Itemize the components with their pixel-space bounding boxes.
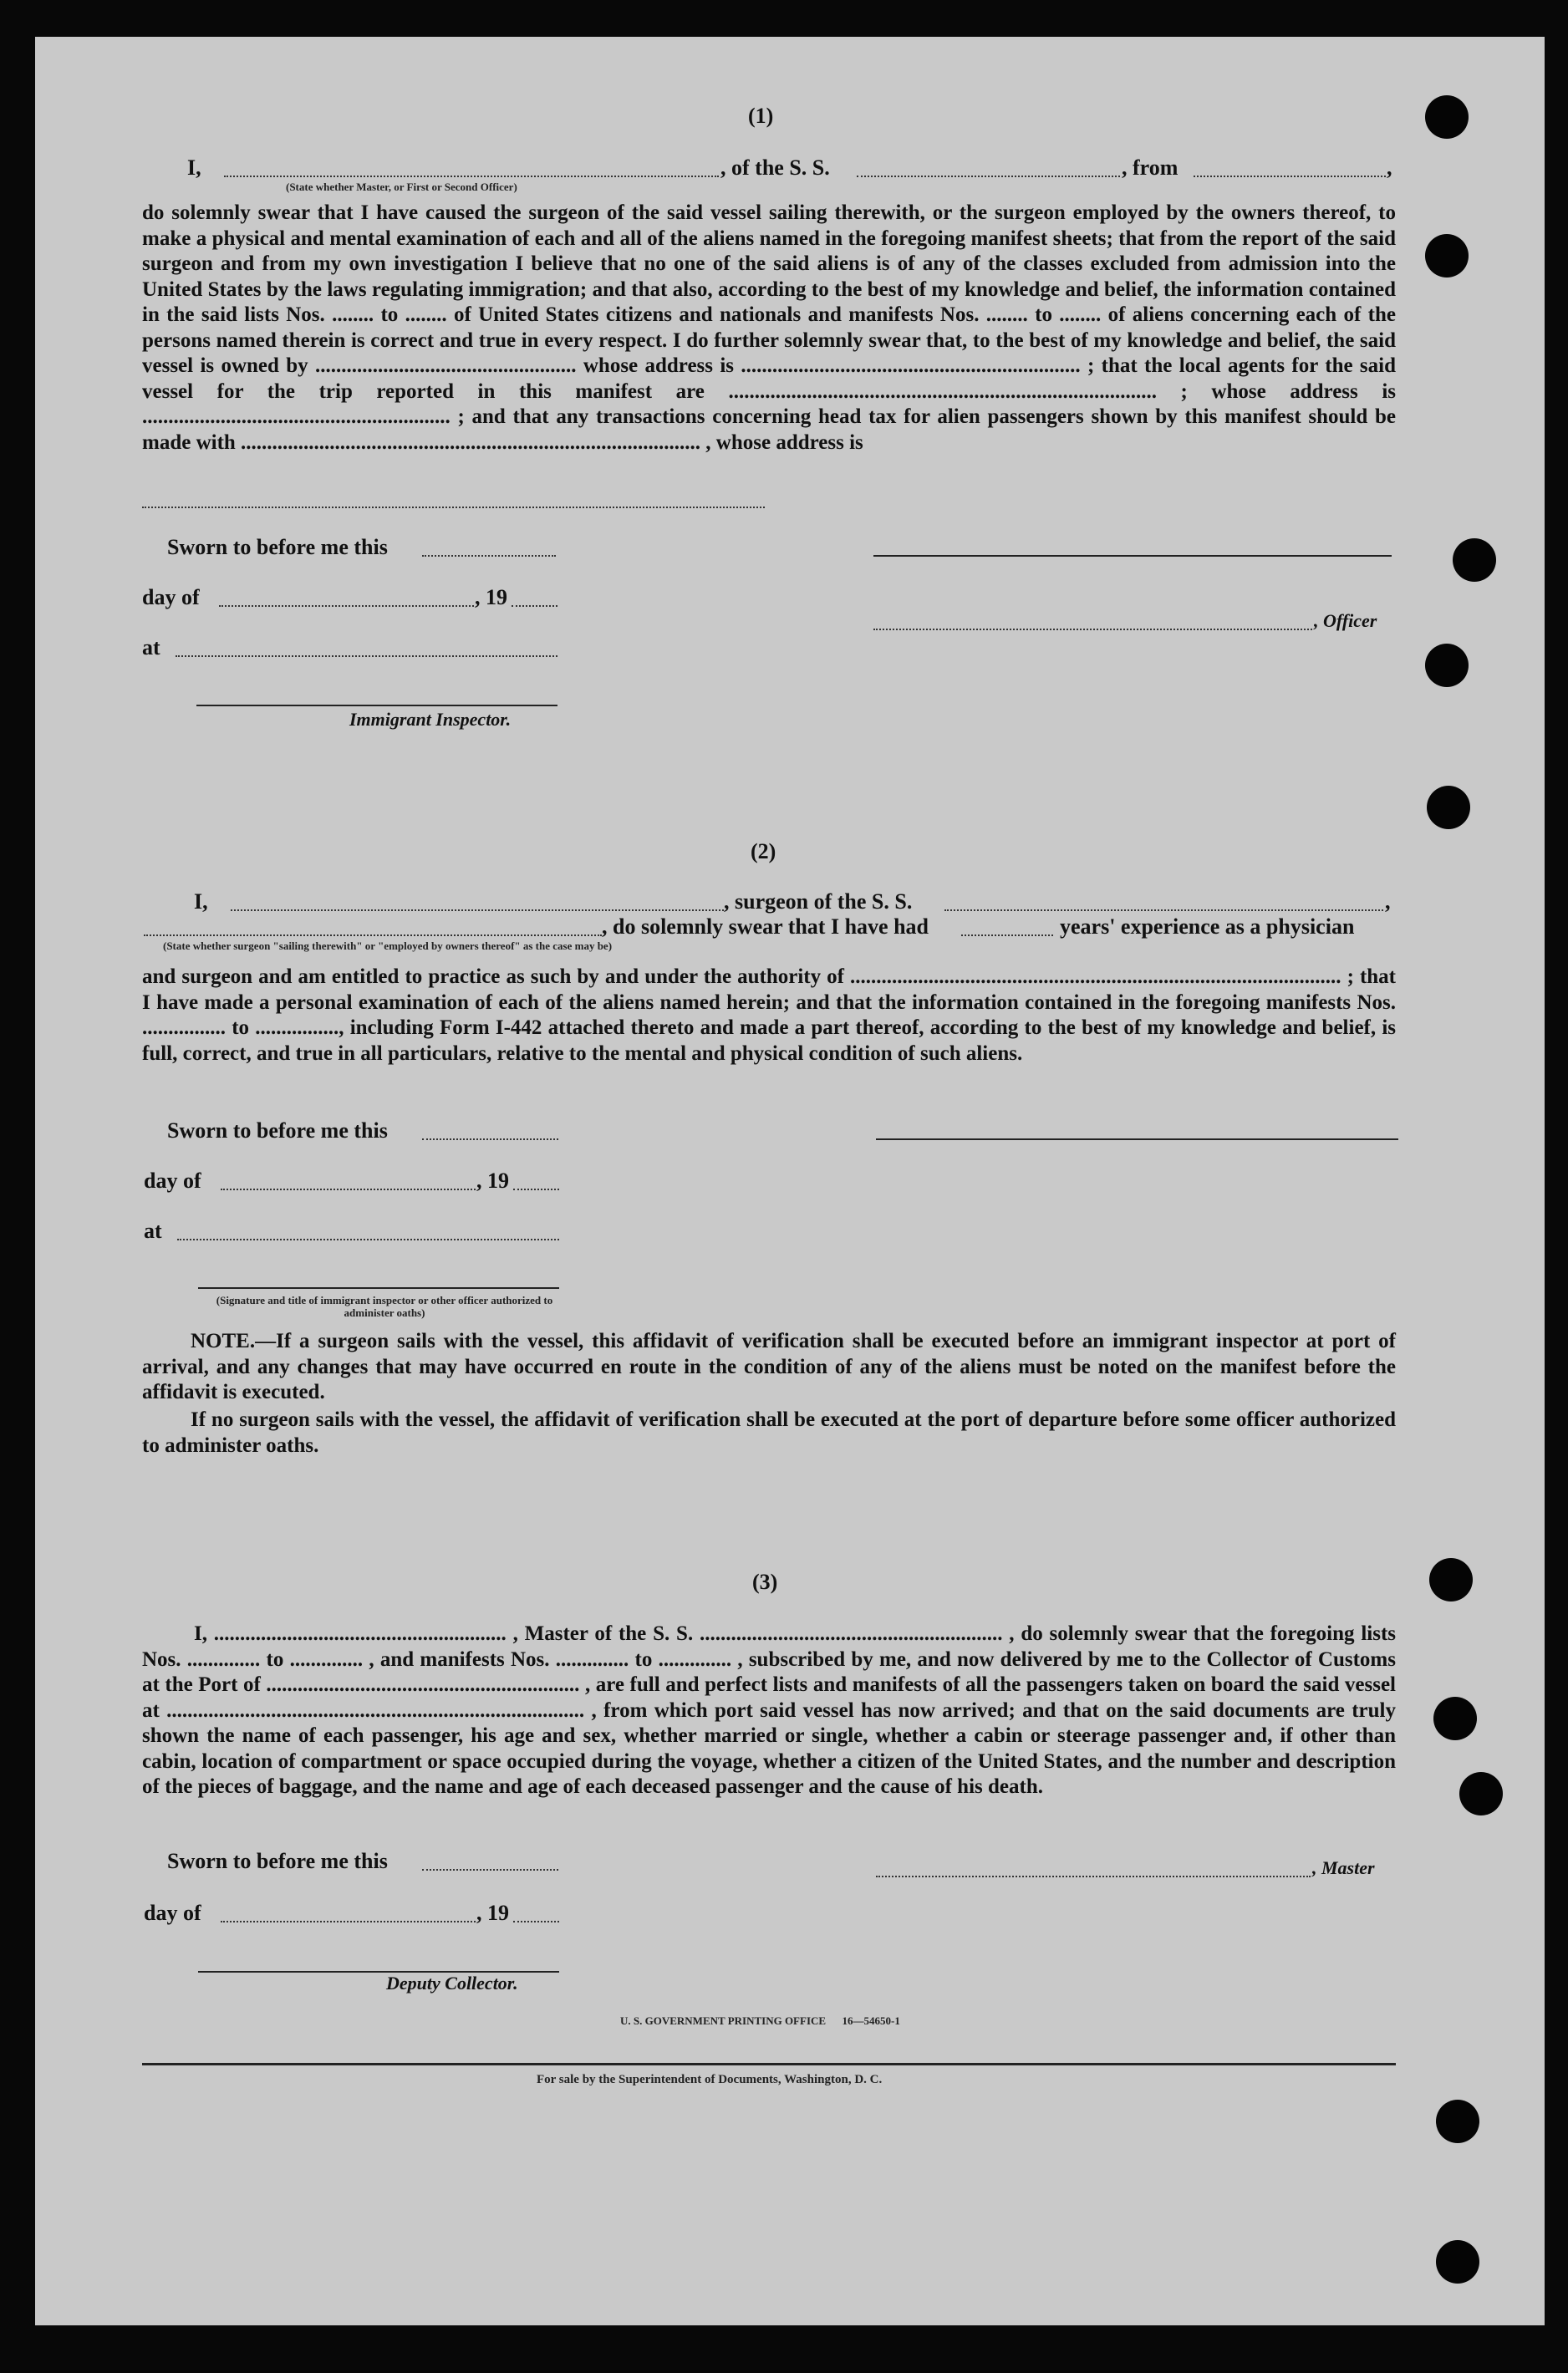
years-experience-field[interactable] (961, 934, 1053, 936)
officer-name-field[interactable] (873, 629, 1312, 630)
binder-hole (1429, 1558, 1473, 1602)
years-label: years' experience as a physician (1060, 914, 1355, 939)
collector-title: Deputy Collector. (386, 1973, 518, 1994)
ship-name-field[interactable] (944, 909, 1383, 911)
surgeon-signature-line[interactable] (876, 1138, 1398, 1140)
binder-hole (1425, 234, 1469, 278)
surgeon-of-label: , surgeon of the S. S. (724, 889, 913, 914)
official-signature-line[interactable] (198, 1287, 559, 1289)
note-label: NOTE. (191, 1330, 256, 1352)
binder-hole (1459, 1772, 1503, 1815)
of-ss-label: , of the S. S. (720, 155, 830, 180)
surgeon-status-field[interactable] (144, 934, 602, 936)
year-label: , 19 (475, 585, 507, 609)
oath-body: and surgeon and am entitled to practice as such by and under the authority of .............................................................................................. ; that I have made a personal examination of each of the aliens named herein; and that the information contained in the foregoing manifests Nos. ................ to ................, including Form I-442 attached thereto and made a part thereof, according to the best of my knowledge and belief, is full, correct, and true in all particulars, relative to the mental and physical condition of such aliens. (142, 965, 1396, 1065)
from-port-field[interactable] (1194, 176, 1386, 177)
at-label: at (142, 635, 160, 659)
binder-hole (1436, 2240, 1479, 2284)
address-continuation-field[interactable] (142, 507, 765, 508)
year-field[interactable] (513, 1189, 559, 1190)
binder-hole (1436, 2100, 1479, 2143)
year-label: , 19 (476, 1169, 509, 1193)
oath-lead: I, (194, 889, 208, 914)
month-field[interactable] (221, 1189, 476, 1190)
sale-notice: For sale by the Superintendent of Documents, Washington, D. C. (537, 2073, 883, 2086)
note-paragraph (142, 1329, 1396, 1406)
year-field[interactable] (512, 605, 557, 607)
signature-caption: (Signature and title of immigrant inspector or other officer authorized to administer oaths) (216, 1294, 553, 1319)
master-signature-field[interactable] (876, 1876, 1311, 1877)
year-label: , 19 (476, 1901, 509, 1925)
month-field[interactable] (221, 1921, 476, 1922)
footer-rule (142, 2063, 1396, 2065)
binder-hole (1425, 95, 1469, 139)
binder-hole (1427, 786, 1470, 829)
note-text: —If a surgeon sails with the vessel, this affidavit of verification shall be executed before an immigrant inspector at port of arrival, and any changes that may have occurred en route in the condition of any of the aliens must be noted on the manifest before the affidavit is executed. (142, 1330, 1396, 1403)
oath-body: I, ........................................................ , Master of the S. S. .......................................................... , do solemnly swear that the foregoing lists Nos. .............. to .............. , and manifests Nos. .............. to .............. , subscribed by me, and now delivered by me to the Collector of Customs at the Port of ............................................................ , are full and perfect lists and manifests of all the passengers taken on board the said vessel at ................................................................................ , from which port said vessel has now arrived; and that on the said documents are truly shown the name of each passenger, his age and sex, whether married or single, whether a cabin or steerage passenger and, if other than cabin, location of compartment or space occupied during the voyage, whether a citizen of the United States, and the number and description of the pieces of baggage, and the name and age of each deceased passenger and the cause of his death. (142, 1622, 1396, 1798)
line-end: , (1387, 155, 1392, 180)
officer-rank-field[interactable] (224, 176, 719, 177)
sworn-day-field[interactable] (422, 1138, 558, 1140)
surgeon-caption: (State whether surgeon "sailing therewith" or "employed by owners thereof" as the case may be) (163, 940, 613, 952)
sworn-label: Sworn to before me this (167, 1849, 388, 1873)
note-paragraph-2: If no surgeon sails with the vessel, the affidavit of verification shall be executed at the port of departure before some officer authorized to administer oaths. (142, 1408, 1396, 1457)
sworn-day-field[interactable] (422, 555, 556, 557)
day-of-label: day of (144, 1901, 201, 1925)
binder-hole (1433, 1697, 1477, 1740)
place-field[interactable] (177, 1239, 559, 1240)
day-of-label: day of (142, 585, 200, 609)
sworn-label: Sworn to before me this (167, 1118, 388, 1143)
master-caption: (State whether Master, or First or Second Officer) (286, 181, 517, 193)
place-field[interactable] (176, 655, 557, 657)
from-label: , from (1122, 155, 1179, 180)
at-label: at (144, 1219, 162, 1243)
section-number: (3) (752, 1570, 778, 1594)
sworn-day-field[interactable] (422, 1869, 558, 1871)
day-of-label: day of (144, 1169, 201, 1193)
section-number: (1) (748, 104, 774, 128)
printing-imprint: U. S. GOVERNMENT PRINTING OFFICE 16—54650-1 (620, 2014, 900, 2027)
inspector-signature-line[interactable] (196, 705, 557, 706)
year-field[interactable] (513, 1921, 559, 1922)
ship-name-field[interactable] (857, 176, 1120, 177)
month-field[interactable] (219, 605, 474, 607)
sworn-label: Sworn to before me this (167, 535, 388, 559)
swear-label: , do solemnly swear that I have had (602, 914, 929, 939)
master-title: , Master (1312, 1857, 1375, 1878)
binder-hole (1453, 538, 1496, 582)
officer-signature-line[interactable] (873, 555, 1392, 557)
surgeon-name-field[interactable] (231, 909, 724, 911)
section-number: (2) (751, 839, 776, 863)
line-end: , (1385, 889, 1391, 914)
binder-hole (1425, 644, 1469, 687)
inspector-title: Immigrant Inspector. (349, 709, 512, 730)
oath-body: do solemnly swear that I have caused the surgeon of the said vessel sailing therewith, or the surgeon employed by the owners thereof, to make a physical and mental examination of each and all of the aliens named in the foregoing manifest sheets; that from the report of the said surgeon and from my own investigation I believe that no one of the said aliens is of any of the classes excluded from admission into the United States by the laws regulating immigration; and that also, according to the best of my knowledge and belief, the information contained in the said lists Nos. ........ to ........ of United States citizens and nationals and manifests Nos. ........ to ........ of aliens concerning each of the persons named therein is correct and true in every respect. I do further solemnly swear that, to the best of my knowledge and belief, the said vessel is owned by .................................................. whose address is ................................................................. ; that the local agents for the said vessel for the trip reported in this manifest are .................................................................................. ; whose address is ........................................................... ; and that any transactions concerning head tax for alien passengers shown by this manifest should be made with ........................................................................................ , whose address is (142, 201, 1396, 454)
officer-title: , Officer (1314, 610, 1377, 631)
oath-lead: I, (187, 155, 201, 180)
